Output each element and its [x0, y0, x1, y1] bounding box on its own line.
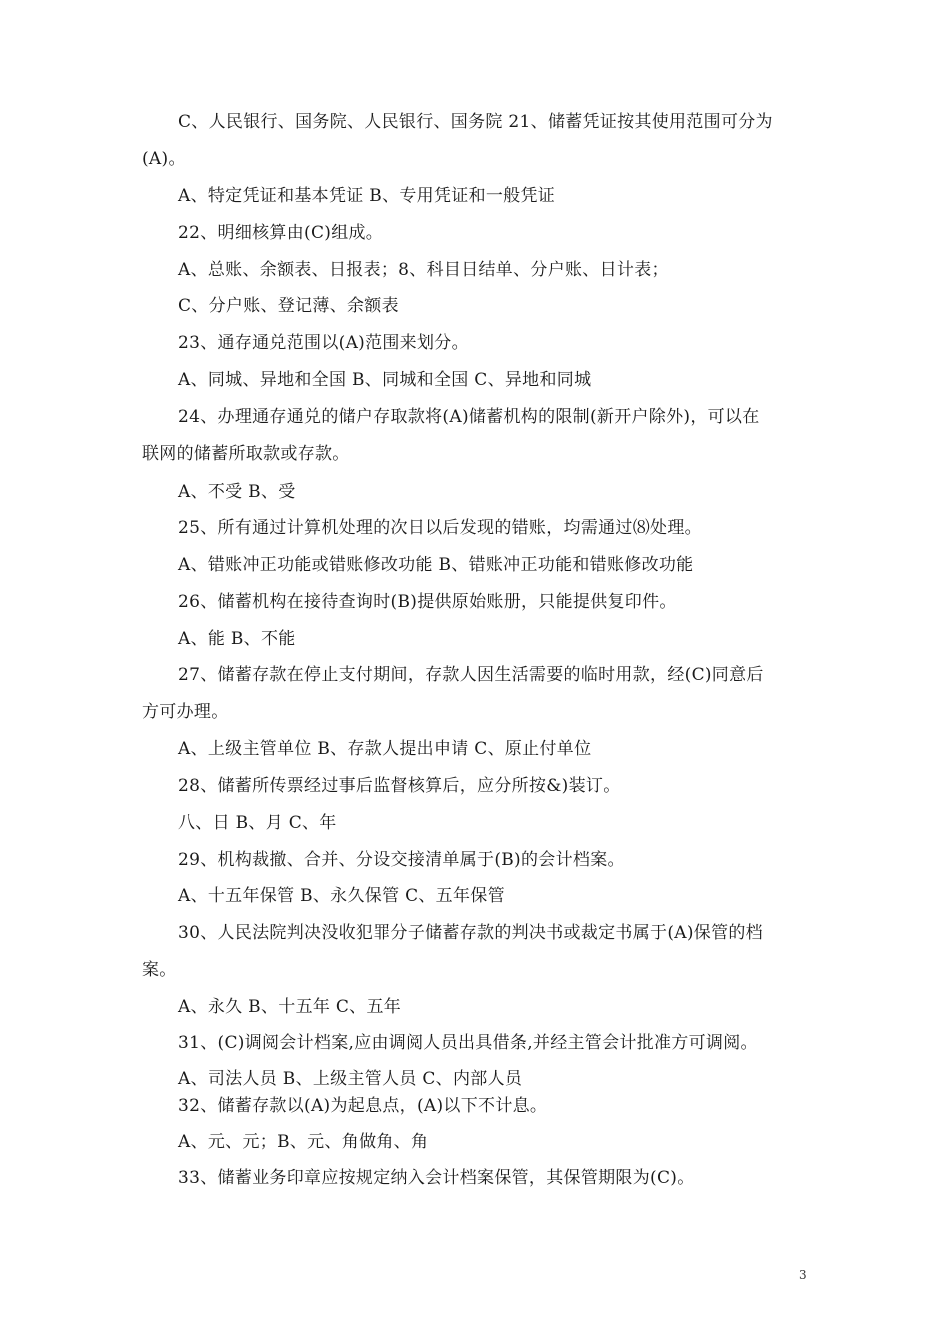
text-line: A、不受 B、受 [178, 482, 296, 502]
text-line: C、人民银行、国务院、人民银行、国务院 21、储蓄凭证按其使用范围可分为 [178, 112, 773, 132]
text-line: C、分户账、登记薄、余额表 [178, 296, 399, 316]
text-line: 32、储蓄存款以(A)为起息点，(A)以下不计息。 [178, 1096, 548, 1116]
text-line: 方可办理。 [142, 702, 229, 722]
text-line: A、错账冲正功能或错账修改功能 B、错账冲正功能和错账修改功能 [178, 555, 694, 575]
text-line: 33、储蓄业务印章应按规定纳入会计档案保管，其保管期限为(C)。 [178, 1168, 695, 1188]
text-line: (A)。 [142, 149, 186, 169]
text-line: 联网的储蓄所取款或存款。 [142, 444, 350, 464]
text-line: 28、储蓄所传票经过事后监督核算后，应分所按&)装订。 [178, 776, 621, 796]
text-line: A、十五年保管 B、永久保管 C、五年保管 [178, 886, 505, 906]
text-line: 30、人民法院判决没收犯罪分子储蓄存款的判决书或裁定书属于(A)保管的档 [178, 923, 763, 943]
text-line: A、上级主管单位 B、存款人提出申请 C、原止付单位 [178, 739, 592, 759]
text-line: A、能 B、不能 [178, 629, 296, 649]
text-line: A、同城、异地和全国 B、同城和全国 C、异地和同城 [178, 370, 592, 390]
text-line: 29、机构裁撤、合并、分设交接清单属于(B)的会计档案。 [178, 850, 625, 870]
text-line: 24、办理通存通兑的储户存取款将(A)储蓄机构的限制(新开户除外)，可以在 [178, 407, 760, 427]
page-number: 3 [799, 1268, 807, 1282]
text-line: A、永久 B、十五年 C、五年 [178, 997, 402, 1017]
text-line: A、特定凭证和基本凭证 B、专用凭证和一般凭证 [178, 186, 556, 206]
text-line: 案。 [142, 960, 177, 980]
text-line: 八、日 B、月 C、年 [178, 813, 337, 833]
text-line: 23、通存通兑范围以(A)范围来划分。 [178, 333, 469, 353]
text-line: 27、储蓄存款在停止支付期间，存款人因生活需要的临时用款，经(C)同意后 [178, 665, 764, 685]
text-line: 25、所有通过计算机处理的次日以后发现的错账，均需通过⑻处理。 [178, 518, 702, 538]
text-line: A、元、元；B、元、角做角、角 [178, 1132, 429, 1152]
text-line: A、司法人员 B、上级主管人员 C、内部人员 [178, 1069, 523, 1089]
text-line: 22、明细核算由(C)组成。 [178, 223, 384, 243]
text-line: 31、(C)调阅会计档案,应由调阅人员出具借条,并经主管会计批准方可调阅。 [178, 1033, 758, 1053]
text-line: A、总账、余额表、日报表；8、科目日结单、分户账、日计表； [178, 260, 669, 280]
text-line: 26、储蓄机构在接待查询时(B)提供原始账册，只能提供复印件。 [178, 592, 677, 612]
